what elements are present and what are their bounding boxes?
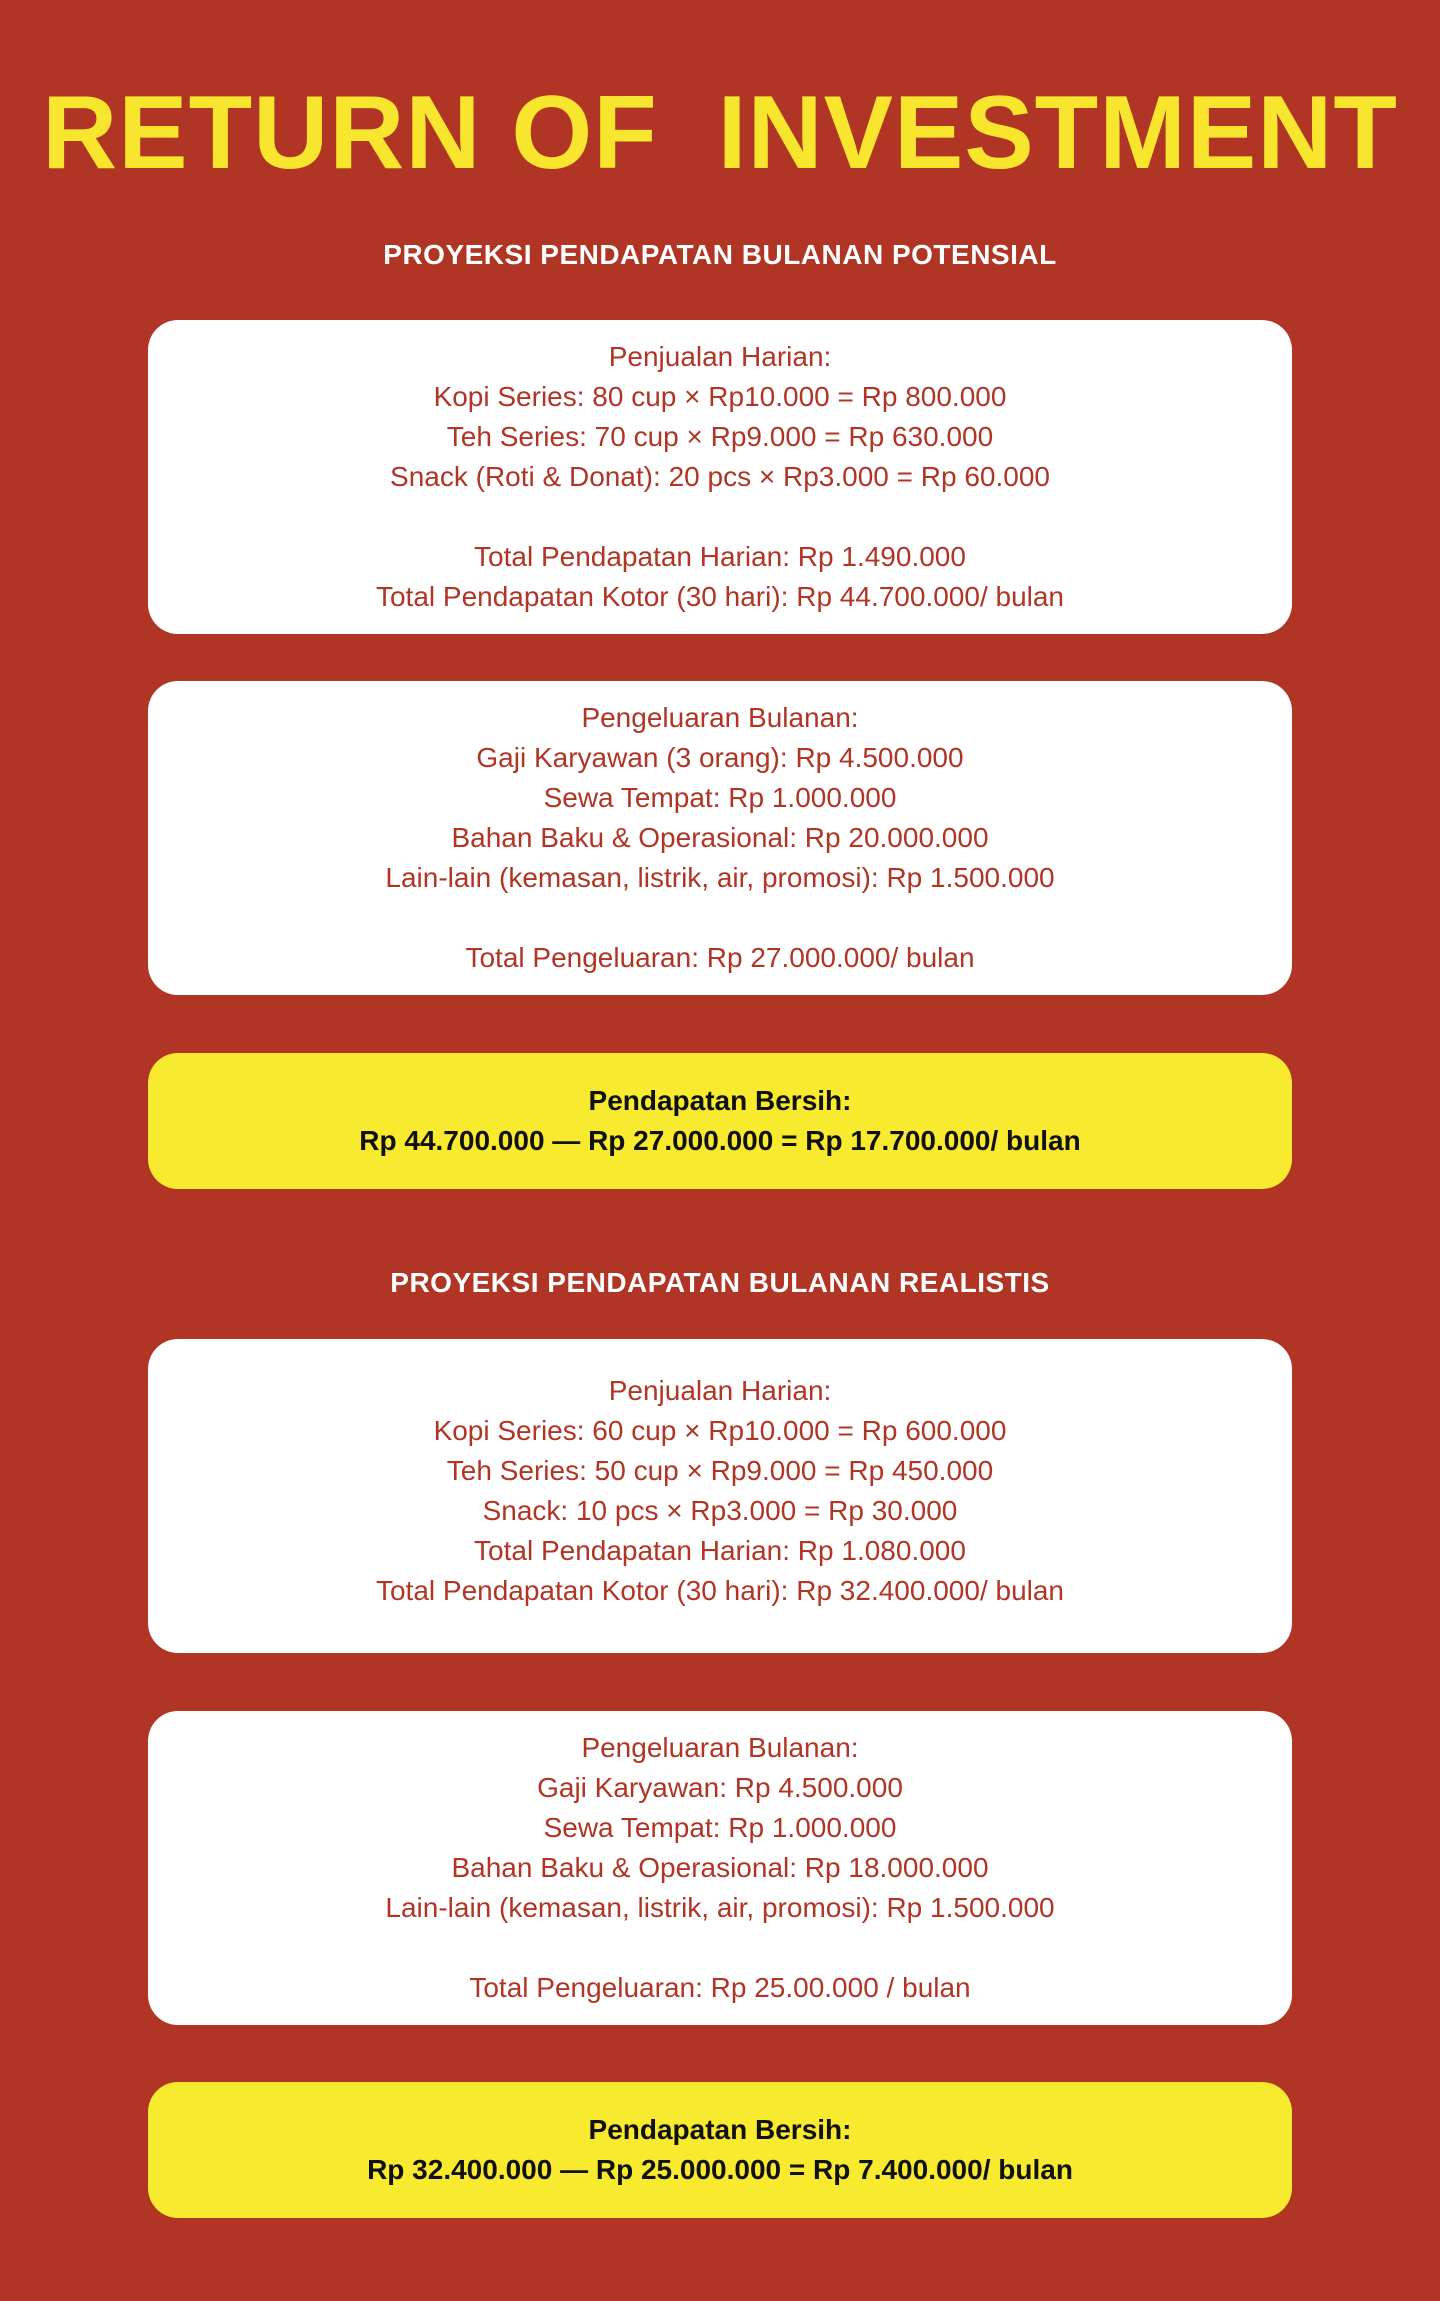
expense-line: Bahan Baku & Operasional: Rp 20.000.000	[451, 822, 989, 853]
expense-line: Total Pengeluaran: Rp 27.000.000/ bulan	[465, 942, 975, 973]
expense-line: Gaji Karyawan: Rp 4.500.000	[537, 1772, 903, 1803]
section-heading-realistis: PROYEKSI PENDAPATAN BULANAN REALISTIS	[390, 1267, 1050, 1298]
sales-line: Total Pendapatan Kotor (30 hari): Rp 44.700.000/ bulan	[375, 581, 1065, 612]
page-title: RETURN OF INVESTMENT	[42, 75, 1398, 191]
net-income-value: Rp 32.400.000 — Rp 25.000.000 = Rp 7.400.000/ bulan	[367, 2154, 1073, 2185]
expense-line	[148, 898, 1292, 938]
expense-line: Sewa Tempat: Rp 1.000.000	[543, 782, 897, 813]
expense-line	[148, 1928, 1292, 1968]
expenses-card-potensial	[148, 681, 1292, 995]
expense-line: Pengeluaran Bulanan:	[581, 1732, 859, 1763]
sales-line: Kopi Series: 80 cup × Rp10.000 = Rp 800.000	[433, 381, 1007, 412]
sales-line: Kopi Series: 60 cup × Rp10.000 = Rp 600.000	[433, 1415, 1007, 1446]
sales-line: Total Pendapatan Kotor (30 hari): Rp 32.400.000/ bulan	[375, 1575, 1065, 1606]
expense-line: Lain-lain (kemasan, listrik, air, promosi): Rp 1.500.000	[385, 862, 1055, 893]
sales-line: Teh Series: 50 cup × Rp9.000 = Rp 450.000	[446, 1455, 994, 1486]
sales-line: Penjualan Harian:	[608, 1375, 832, 1406]
net-income-value: Rp 44.700.000 — Rp 27.000.000 = Rp 17.700.000/ bulan	[359, 1125, 1081, 1156]
sales-card-realistis	[148, 1339, 1292, 1653]
sales-line: Penjualan Harian:	[608, 341, 832, 372]
sales-line: Teh Series: 70 cup × Rp9.000 = Rp 630.000	[446, 421, 994, 452]
sales-line	[148, 497, 1292, 537]
net-income-card-realistis	[148, 2082, 1292, 2218]
expense-line: Gaji Karyawan (3 orang): Rp 4.500.000	[476, 742, 964, 773]
sales-line: Snack (Roti & Donat): 20 pcs × Rp3.000 = Rp 60.000	[390, 461, 1050, 492]
sales-line: Snack: 10 pcs × Rp3.000 = Rp 30.000	[482, 1495, 958, 1526]
expense-line: Sewa Tempat: Rp 1.000.000	[543, 1812, 897, 1843]
sales-line: Total Pendapatan Harian: Rp 1.080.000	[474, 1535, 966, 1566]
expense-line: Pengeluaran Bulanan:	[581, 702, 859, 733]
expenses-card-realistis	[148, 1711, 1292, 2025]
net-income-label: Pendapatan Bersih:	[588, 1085, 852, 1116]
sales-line: Total Pendapatan Harian: Rp 1.490.000	[474, 541, 966, 572]
section-heading-potensial: PROYEKSI PENDAPATAN BULANAN POTENSIAL	[383, 239, 1057, 270]
net-income-card-potensial	[148, 1053, 1292, 1189]
net-income-label: Pendapatan Bersih:	[588, 2114, 852, 2145]
expense-line: Lain-lain (kemasan, listrik, air, promosi): Rp 1.500.000	[385, 1892, 1055, 1923]
expense-line: Total Pengeluaran: Rp 25.00.000 / bulan	[469, 1972, 971, 2003]
expense-line: Bahan Baku & Operasional: Rp 18.000.000	[451, 1852, 989, 1883]
sales-card-potensial	[148, 320, 1292, 634]
